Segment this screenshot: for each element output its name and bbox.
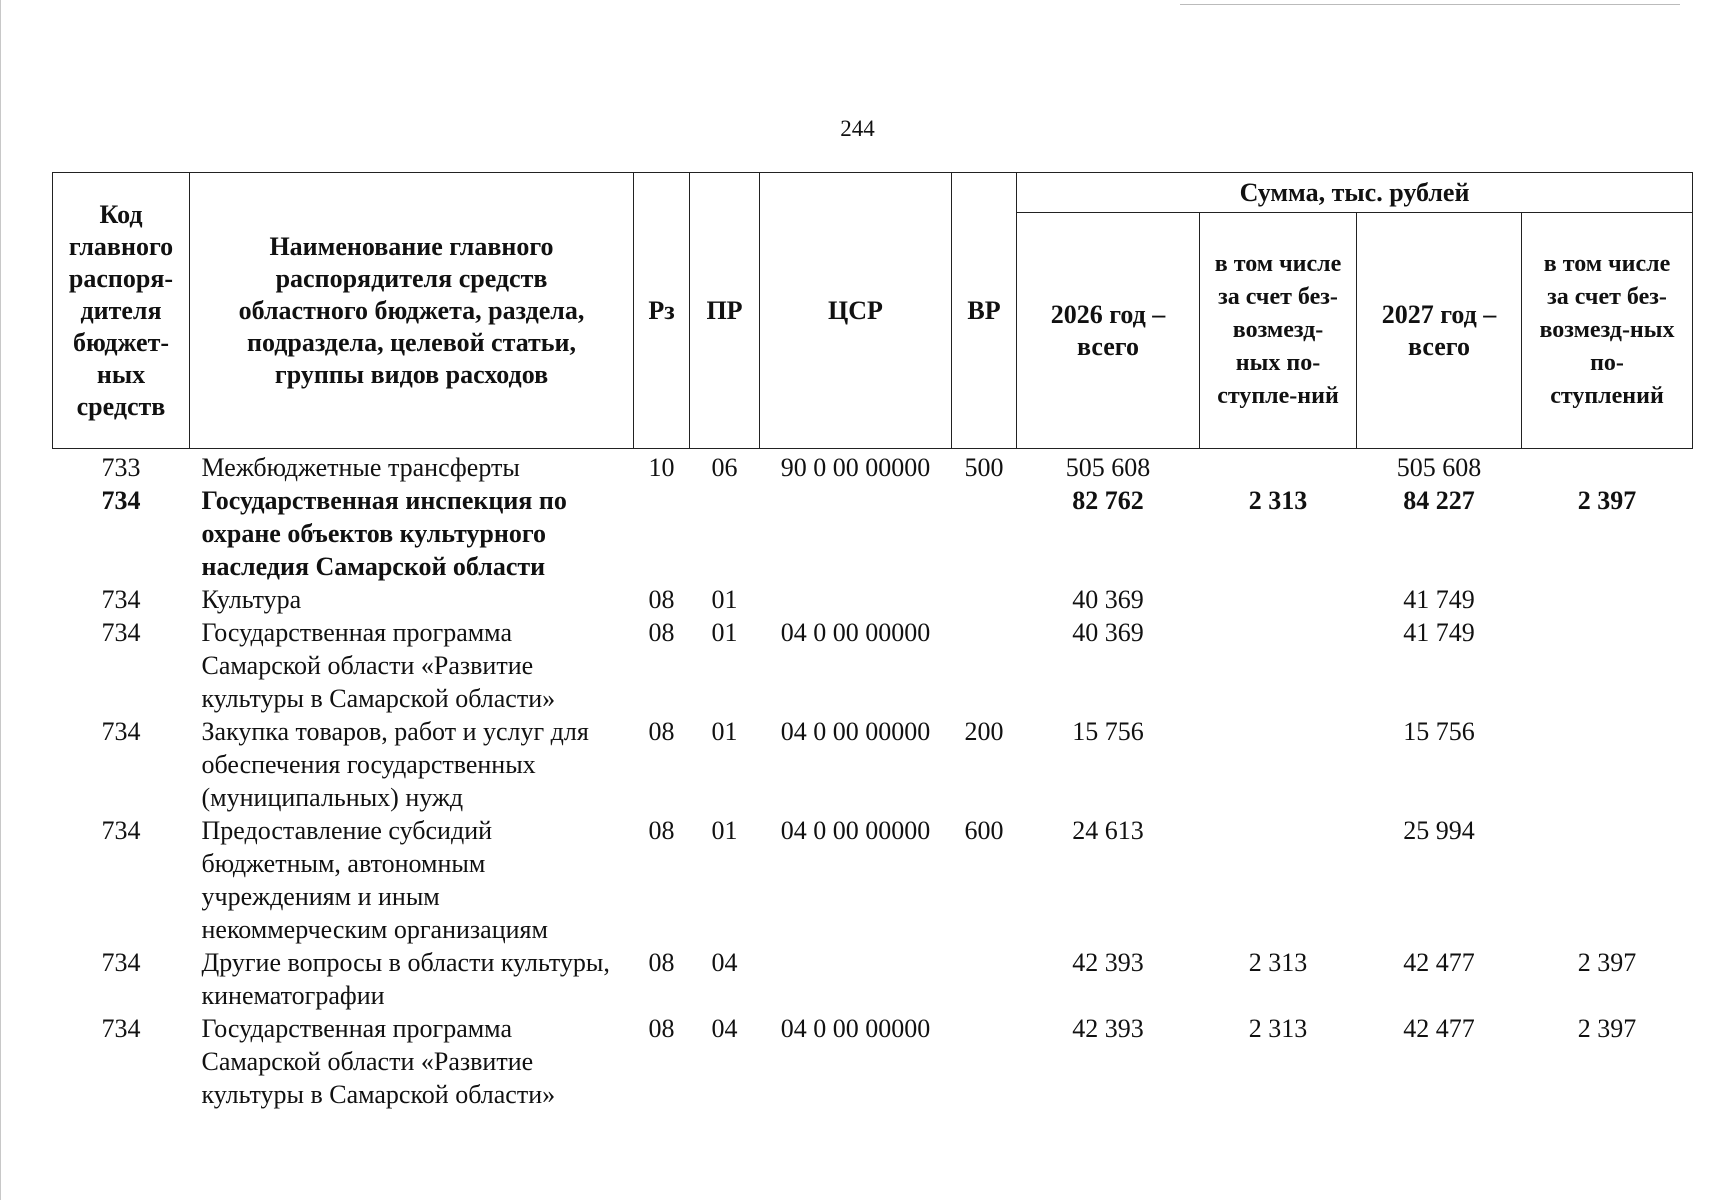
row-vr: 500 — [964, 453, 1004, 482]
row-name: Культура — [201, 585, 302, 614]
row-pr: 01 — [711, 717, 738, 746]
row-code: 734 — [101, 618, 141, 647]
row-2027-total: 41 749 — [1403, 618, 1475, 647]
row-2027-grants — [1522, 583, 1693, 616]
row-vr: 200 — [964, 717, 1004, 746]
row-pr: 01 — [711, 618, 738, 647]
row-2027-total: 84 227 — [1403, 486, 1475, 515]
header-csr: ЦСР — [760, 173, 952, 449]
row-2026-grants — [1200, 583, 1357, 616]
row-rz: 10 — [648, 453, 675, 482]
row-csr: 90 0 00 00000 — [780, 453, 931, 482]
header-name: Наименование главного распорядителя средств областного бюджета, раздела, подраздела, целевой статьи, группы видов расходов — [190, 173, 634, 449]
table-row — [53, 583, 1693, 616]
scan-edge — [0, 0, 1, 1200]
row-pr: 04 — [711, 948, 738, 977]
row-vr — [952, 583, 1017, 616]
row-2027-grants: 2 397 — [1577, 1014, 1637, 1043]
row-2027-total: 505 608 — [1396, 453, 1482, 482]
row-2026-grants: 2 313 — [1248, 948, 1308, 977]
header-2026-grants: в том числе за счет без-возмезд-ных по-ступле-ний — [1200, 213, 1357, 449]
row-csr: 04 0 00 00000 — [780, 618, 931, 647]
row-2027-grants: 2 397 — [1577, 948, 1637, 977]
row-name: Другие вопросы в области культуры, кинематографии — [201, 948, 610, 1010]
row-pr: 01 — [711, 816, 738, 845]
row-rz: 08 — [648, 1014, 675, 1043]
row-code: 734 — [101, 948, 141, 977]
row-2026-grants — [1200, 814, 1357, 946]
row-2026-total: 40 369 — [1072, 618, 1144, 647]
row-2026-total: 82 762 — [1072, 486, 1144, 515]
row-vr — [952, 616, 1017, 715]
row-rz: 08 — [648, 585, 675, 614]
row-2026-grants — [1200, 449, 1357, 485]
row-csr: 04 0 00 00000 — [780, 717, 931, 746]
row-vr: 600 — [964, 816, 1004, 845]
header-2026-total: 2026 год – всего — [1017, 213, 1200, 449]
row-name: Межбюджетные трансферты — [201, 453, 520, 482]
table-row — [53, 715, 1693, 814]
row-rz: 08 — [648, 816, 675, 845]
header-pr: ПР — [690, 173, 760, 449]
row-csr — [760, 946, 952, 1012]
row-2026-total: 42 393 — [1072, 948, 1144, 977]
row-code: 734 — [101, 585, 141, 614]
row-2026-total: 42 393 — [1072, 1014, 1144, 1043]
row-name: Государственная программа Самарской области «Развитие культуры в Самарской области» — [201, 618, 556, 713]
table-row — [53, 814, 1693, 946]
table-row — [53, 616, 1693, 715]
row-2026-grants: 2 313 — [1248, 1014, 1308, 1043]
budget-table — [52, 172, 1693, 1111]
row-2027-grants: 2 397 — [1577, 486, 1637, 515]
row-2026-total: 505 608 — [1065, 453, 1151, 482]
row-2027-grants — [1522, 715, 1693, 814]
row-pr: 04 — [711, 1014, 738, 1043]
row-2027-grants — [1522, 814, 1693, 946]
header-2027-grants: в том числе за счет без-возмезд-ных по-ступлений — [1522, 213, 1693, 449]
row-2027-grants — [1522, 449, 1693, 485]
row-rz: 08 — [648, 717, 675, 746]
row-2027-total: 42 477 — [1403, 948, 1475, 977]
row-code: 734 — [101, 486, 141, 515]
row-pr: 06 — [711, 453, 738, 482]
header-rz: Рз — [634, 173, 690, 449]
row-vr — [952, 1012, 1017, 1111]
row-rz: 08 — [648, 948, 675, 977]
row-csr: 04 0 00 00000 — [780, 816, 931, 845]
row-name: Государственная программа Самарской области «Развитие культуры в Самарской области» — [201, 1014, 556, 1109]
row-code: 733 — [101, 453, 141, 482]
row-csr: 04 0 00 00000 — [780, 1014, 931, 1043]
row-vr — [952, 946, 1017, 1012]
row-2026-grants: 2 313 — [1248, 486, 1308, 515]
table-row — [53, 946, 1693, 1012]
row-pr — [690, 484, 760, 583]
row-2027-total: 41 749 — [1403, 585, 1475, 614]
row-rz: 08 — [648, 618, 675, 647]
row-2027-total: 25 994 — [1403, 816, 1475, 845]
table-row — [53, 484, 1693, 583]
row-csr — [760, 484, 952, 583]
row-rz — [634, 484, 690, 583]
table-row — [53, 449, 1693, 485]
scan-top-line — [1180, 4, 1680, 5]
row-2027-grants — [1522, 616, 1693, 715]
table-body — [53, 449, 1693, 1112]
row-vr — [952, 484, 1017, 583]
header-2027-total: 2027 год – всего — [1357, 213, 1522, 449]
page-number: 244 — [840, 116, 875, 141]
row-name: Предоставление субсидий бюджетным, автономным учреждениям и иным некоммерческим организациям — [201, 816, 548, 944]
row-code: 734 — [101, 816, 141, 845]
row-2026-grants — [1200, 715, 1357, 814]
row-pr: 01 — [711, 585, 738, 614]
header-sum-group: Сумма, тыс. рублей — [1017, 173, 1693, 213]
row-2026-total: 40 369 — [1072, 585, 1144, 614]
header-vr: ВР — [952, 173, 1017, 449]
row-2027-total: 42 477 — [1403, 1014, 1475, 1043]
row-2026-total: 15 756 — [1072, 717, 1144, 746]
row-name: Государственная инспекция по охране объектов культурного наследия Самарской области — [201, 486, 567, 581]
row-2027-total: 15 756 — [1403, 717, 1475, 746]
row-name: Закупка товаров, работ и услуг для обеспечения государственных (муниципальных) нужд — [201, 717, 589, 812]
row-code: 734 — [101, 1014, 141, 1043]
header-code: Код главного распоря-дителя бюджет-ных средств — [53, 173, 190, 449]
row-2026-grants — [1200, 616, 1357, 715]
row-csr — [760, 583, 952, 616]
row-code: 734 — [101, 717, 141, 746]
row-2026-total: 24 613 — [1072, 816, 1144, 845]
table-row — [53, 1012, 1693, 1111]
